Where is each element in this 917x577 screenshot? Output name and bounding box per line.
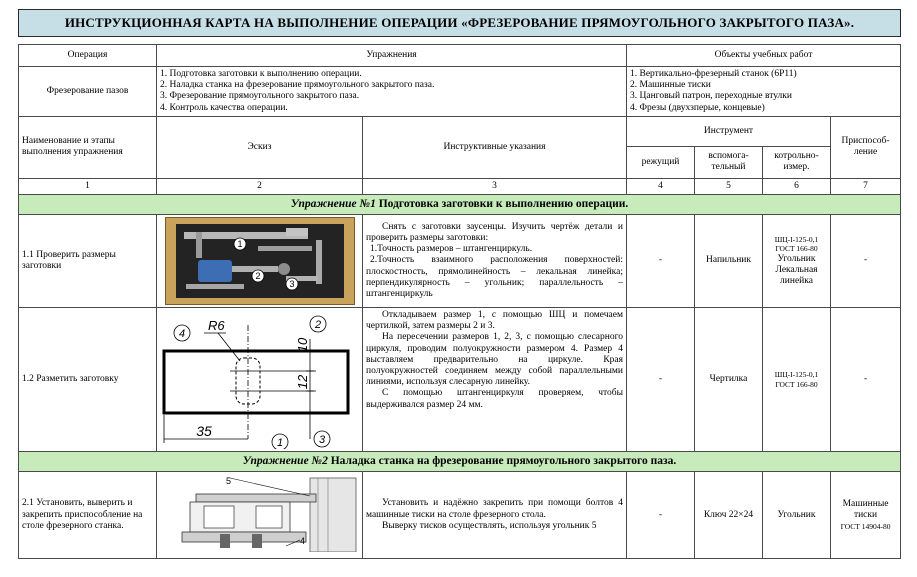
step-1-2-aux-tool: Чертилка	[695, 308, 763, 452]
figure-label-4: 4	[300, 536, 306, 547]
instruction-card-table	[18, 44, 901, 559]
col-number: 2	[157, 178, 363, 194]
step-1-1-aux-tool: Напильник	[695, 215, 763, 308]
exercise-2-header	[19, 452, 901, 472]
figure-label-5: 5	[226, 476, 232, 487]
page-title-text: ИНСТРУКЦИОННАЯ КАРТА НА ВЫПОЛНЕНИЕ ОПЕРАЦИИ «ФРЕЗЕРОВАНИЕ ПРЯМОУГОЛЬНОГО ЗАКРЫТОГО ПАЗА».	[64, 15, 855, 30]
page-title	[18, 9, 901, 37]
col-number: 6	[763, 178, 831, 194]
calipers-case-image	[166, 218, 354, 304]
exercise-1-title: Подготовка заготовки к выполнению операции.	[375, 197, 629, 210]
operation-name: Фрезерование пазов	[19, 67, 157, 117]
exercise-list-item: 3. Фрезерование прямоугольного закрытого паза.	[160, 91, 360, 102]
step-2-1-fixture	[831, 472, 901, 559]
photo-label-1: 1	[236, 239, 243, 250]
exercises-list	[157, 67, 627, 117]
marking-sketch	[160, 311, 360, 449]
step-1-1-photo-cell	[157, 215, 363, 308]
col-number: 7	[831, 178, 901, 194]
instruction-paragraph: 1.Точность размеров – штангенциркуль.	[370, 244, 533, 255]
step-2-1-figure-cell	[157, 472, 363, 559]
step-1-1-cutting-tool: -	[627, 215, 695, 308]
objects-list	[627, 67, 901, 117]
instruction-paragraph: 2.Точность взаимного расположения поверхностей: плоскостность, прямолинейность – лекальная линейка; перпендикулярность – угольник; параллельность – штангенциркуль	[366, 255, 623, 300]
instruction-paragraph: Откладываем размер 1, с помощью ШЦ и помечаем чертилкой, затем размеры 2 и 3.	[366, 310, 623, 332]
object-list-item: 1. Вертикально-фрезерный станок (6Р11)	[630, 69, 797, 79]
step-1-2-control-tool: ШЦ-I-125-0,1 ГОСТ 166-80	[763, 308, 831, 452]
step-2-1-instructions	[363, 472, 627, 559]
step-2-1-name: 2.1 Установить, выверить и закрепить приспособление на столе фрезерного станка.	[19, 472, 157, 559]
operation-header: Операция	[19, 45, 157, 67]
vise-setup-figure	[160, 474, 360, 552]
instruction-paragraph: С помощью штангенциркуля проверяем, чтобы выдерживался размер 24 мм.	[366, 388, 623, 410]
sketch-radius-label: R6	[208, 317, 225, 333]
control-tool-names: Угольник Лекальная линейка	[775, 253, 818, 286]
object-list-item: 2. Машинные тиски	[630, 80, 711, 91]
col-header-tool-aux: вспомога-тельный	[695, 146, 763, 178]
col-header-instructions: Инструктивные указания	[363, 116, 627, 178]
col-number: 1	[19, 178, 157, 194]
objects-header: Объекты учебных работ	[627, 45, 901, 67]
step-1-2-fixture: -	[831, 308, 901, 452]
exercise-2-prefix: Упражнение №2	[242, 454, 328, 467]
sketch-callout-1: 1	[276, 436, 284, 449]
exercise-list-item: 4. Контроль качества операции.	[160, 102, 288, 113]
step-1-1-control-tool	[763, 215, 831, 308]
step-1-1-fixture: -	[831, 215, 901, 308]
instruction-paragraph: Снять с заготовки заусенцы. Изучить чертёж детали и проверить размеры заготовки:	[366, 221, 623, 243]
exercise-1-prefix: Упражнение №1	[290, 197, 376, 210]
col-number: 5	[695, 178, 763, 194]
instruction-paragraph: Выверку тисков осуществлять, используя угольник 5	[382, 520, 597, 531]
step-2-1-cutting-tool: -	[627, 472, 695, 559]
col-header-tool-control: котрольно-измер.	[763, 146, 831, 178]
exercise-list-item: 2. Наладка станка на фрезерование прямоугольного закрытого паза.	[160, 80, 435, 91]
control-tool-standard: ШЦ-I-125-0,1 ГОСТ 166-80	[774, 234, 819, 254]
col-number: 3	[363, 178, 627, 194]
instruction-paragraph: Установить и надёжно закрепить при помощи болтов 4 машинные тиски на столе фрезерного стола.	[366, 498, 623, 520]
step-1-2-cutting-tool: -	[627, 308, 695, 452]
sketch-callout-4: 4	[178, 327, 186, 340]
step-1-1-name: 1.1 Проверить размеры заготовки	[19, 215, 157, 308]
exercises-header: Упражнения	[157, 45, 627, 67]
object-list-item: 4. Фрезы (двухзперые, концевые)	[630, 102, 765, 113]
step-2-1-control-tool: Угольник	[763, 472, 831, 559]
sketch-dim-12: 12	[295, 374, 310, 389]
instruction-paragraph: На пересечении размеров 1, 2, 3, с помощью слесарного циркуля, проводим полуокружности размером 4. Размер 4 выставляем предварительно на циркуле. Края полуокружностей соединяем между собой параллельными линиями, используя слесарную линейку.	[366, 332, 623, 388]
exercise-2-title: Наладка станка на фрезерование прямоугольного закрытого паза.	[327, 454, 677, 467]
calipers-case-photo	[165, 217, 355, 305]
step-1-2-sketch-cell	[157, 308, 363, 452]
sketch-dim-35: 35	[196, 422, 212, 439]
col-header-tool-cutting: режущий	[627, 146, 695, 178]
exercise-1-header	[19, 195, 901, 215]
col-number: 4	[627, 178, 695, 194]
sketch-dim-10: 10	[295, 337, 310, 352]
sketch-callout-3: 3	[318, 433, 326, 446]
col-header-fixture: Приспособ-ление	[831, 116, 901, 178]
sketch-callout-2: 2	[314, 318, 322, 331]
photo-label-2: 2	[254, 271, 261, 282]
exercise-list-item: 1. Подготовка заготовки к выполнению операции.	[160, 69, 362, 79]
col-header-tool: Инструмент	[627, 116, 831, 146]
photo-label-3: 3	[288, 279, 295, 290]
fixture-name: Машинные тиски	[842, 499, 889, 521]
object-list-item: 3. Цанговый патрон, переходные втулки	[630, 91, 793, 102]
step-2-1-aux-tool: Ключ 22×24	[695, 472, 763, 559]
fixture-standard: ГОСТ 14904-80	[840, 521, 891, 531]
step-1-1-instructions	[363, 215, 627, 308]
col-header-name: Наименование и этапы выполнения упражнения	[19, 116, 157, 178]
step-1-2-name: 1.2 Разметить заготовку	[19, 308, 157, 452]
col-header-sketch: Эскиз	[157, 116, 363, 178]
step-1-2-instructions	[363, 308, 627, 452]
